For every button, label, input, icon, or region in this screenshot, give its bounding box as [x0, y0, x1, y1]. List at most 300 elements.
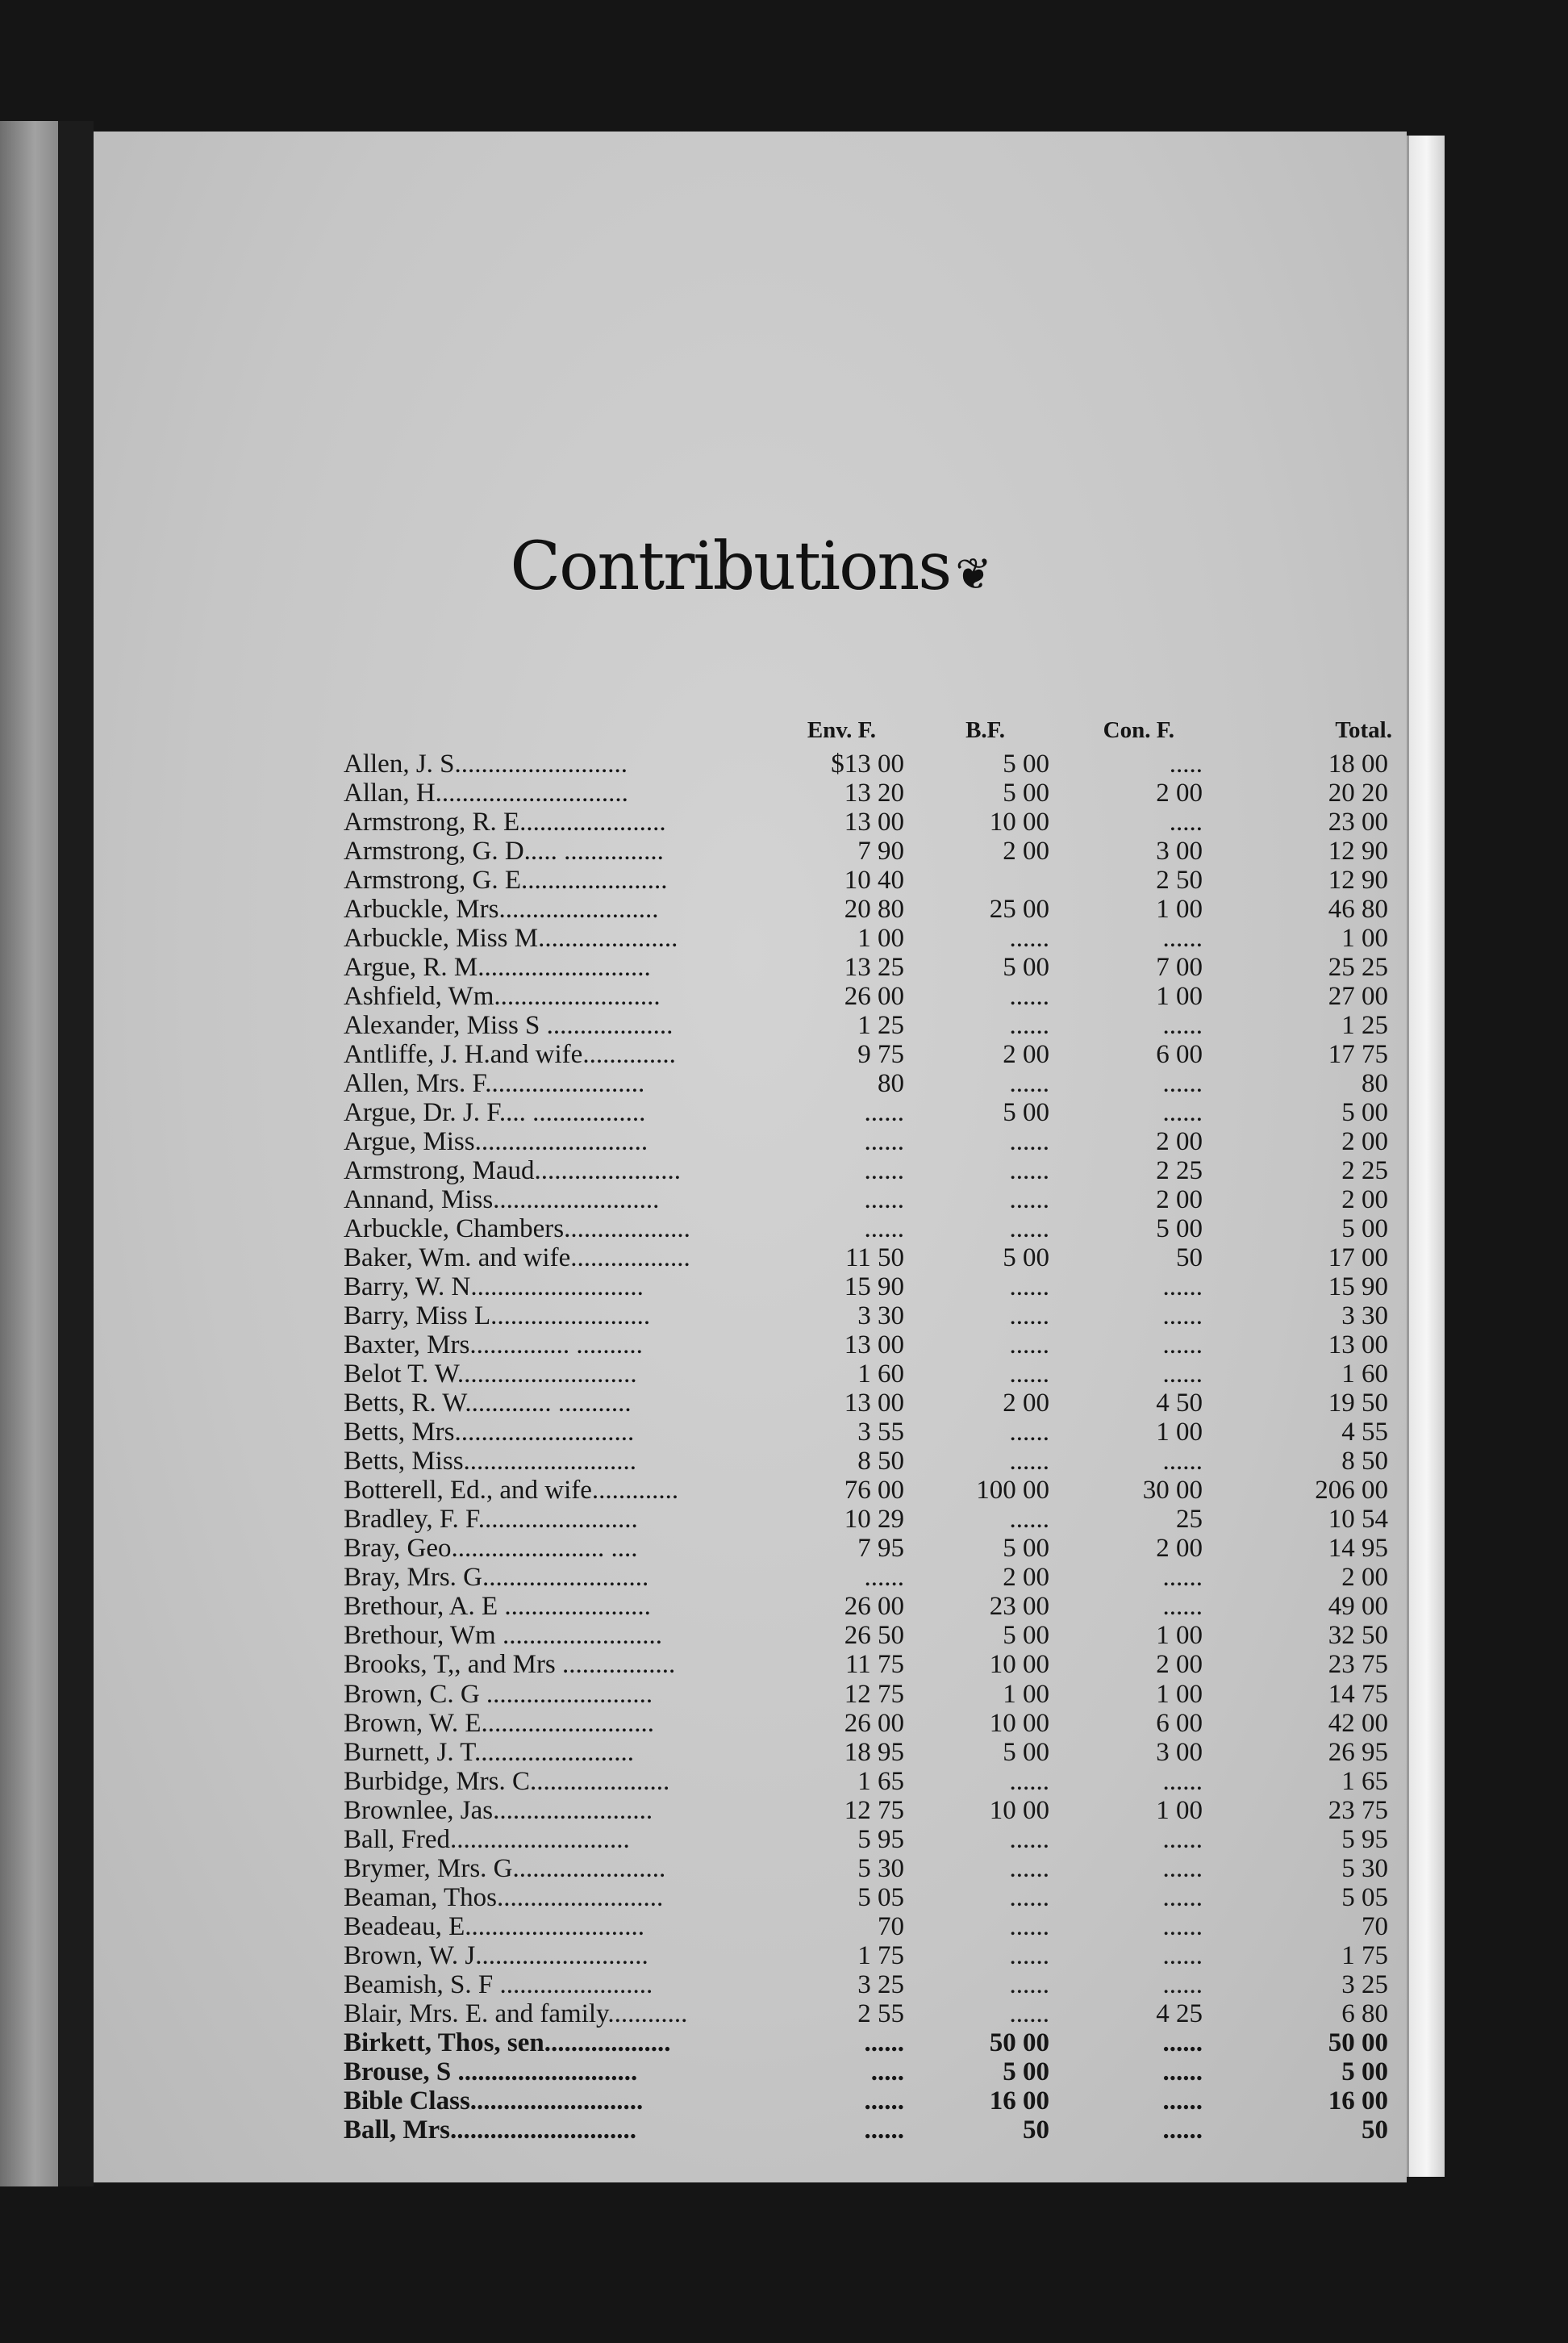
row-env-f: 13 00 — [844, 1389, 904, 1418]
row-total: 26 95 — [1328, 1737, 1388, 1767]
row-con-f: ...... — [1162, 2028, 1203, 2057]
table-row — [344, 1563, 1388, 1593]
table-row — [344, 2086, 1388, 2115]
row-name: Arbuckle, Miss M..................... — [344, 924, 678, 954]
row-name: Armstrong, Maud...................... — [344, 1156, 681, 1186]
row-bf: ...... — [1009, 1011, 1049, 1041]
row-name: Brooks, T,, and Mrs ................. — [344, 1650, 676, 1680]
row-bf: 25 00 — [989, 895, 1049, 925]
table-row — [344, 924, 1388, 954]
table-row — [344, 1272, 1388, 1302]
table-row — [344, 1708, 1388, 1738]
row-name: Allen, J. S.......................... — [344, 750, 628, 779]
row-con-f: ...... — [1162, 1272, 1203, 1302]
row-con-f: 2 00 — [1156, 1534, 1203, 1564]
row-bf: ...... — [1009, 1069, 1049, 1099]
row-name: Blair, Mrs. E. and family............ — [344, 1998, 688, 2028]
row-total: 18 00 — [1328, 750, 1388, 779]
row-name: Brown, W. J.......................... — [344, 1940, 648, 1970]
row-name: Betts, R. W............. ........... — [344, 1389, 632, 1418]
row-total: 3 30 — [1341, 1301, 1388, 1331]
row-total: 13 00 — [1328, 1330, 1388, 1360]
row-env-f: 10 29 — [844, 1505, 904, 1535]
table-row — [344, 1098, 1388, 1128]
row-total: 25 25 — [1328, 953, 1388, 983]
row-env-f: 13 25 — [844, 953, 904, 983]
row-env-f: 10 40 — [844, 866, 904, 896]
table-row — [344, 1069, 1388, 1099]
table-row — [344, 1330, 1388, 1360]
row-total: 8 50 — [1341, 1447, 1388, 1476]
table-row — [344, 1040, 1388, 1070]
table-row — [344, 1766, 1388, 1796]
row-env-f: 18 95 — [844, 1737, 904, 1767]
table-row — [344, 1679, 1388, 1709]
row-bf: ...... — [1009, 1969, 1049, 1999]
row-bf: ...... — [1009, 1272, 1049, 1302]
row-env-f: $13 00 — [831, 750, 904, 779]
table-row — [344, 1998, 1388, 2028]
row-env-f: 1 65 — [857, 1766, 904, 1796]
row-env-f: 13 20 — [844, 779, 904, 808]
row-bf: ...... — [1009, 1853, 1049, 1883]
row-con-f: 25 — [1176, 1505, 1203, 1535]
row-total: 42 00 — [1328, 1708, 1388, 1738]
row-bf: 10 00 — [989, 1650, 1049, 1680]
row-con-f: 6 00 — [1156, 1040, 1203, 1070]
page-title-text: Contributions — [510, 528, 951, 605]
row-total: 10 54 — [1328, 1505, 1388, 1535]
table-row — [344, 1534, 1388, 1564]
row-bf: ...... — [1009, 1505, 1049, 1535]
row-name: Bray, Geo....................... .... — [344, 1534, 638, 1564]
row-total: 5 00 — [1341, 1214, 1388, 1244]
page-stack-edge — [1407, 136, 1445, 2177]
row-bf: 5 00 — [1003, 1534, 1049, 1564]
row-env-f: ...... — [864, 1185, 904, 1215]
table-row — [344, 1418, 1388, 1447]
table-row — [344, 1243, 1388, 1273]
row-bf: 100 00 — [976, 1476, 1049, 1506]
row-bf: 5 00 — [1003, 2057, 1049, 2086]
row-total: 2 00 — [1341, 1185, 1388, 1215]
table-row — [344, 1969, 1388, 1999]
row-con-f: ...... — [1162, 1359, 1203, 1389]
row-total: 27 00 — [1328, 982, 1388, 1012]
row-name: Annand, Miss......................... — [344, 1185, 660, 1215]
row-total: 80 — [1362, 1069, 1388, 1099]
row-name: Brethour, A. E ...................... — [344, 1592, 651, 1622]
row-env-f: 12 75 — [844, 1795, 904, 1825]
table-row — [344, 2057, 1388, 2086]
row-bf: ...... — [1009, 924, 1049, 954]
table-row — [344, 1389, 1388, 1418]
row-bf: ...... — [1009, 1359, 1049, 1389]
table-row — [344, 1214, 1388, 1244]
row-con-f: ...... — [1162, 1766, 1203, 1796]
row-con-f: ...... — [1162, 1969, 1203, 1999]
row-bf: 5 00 — [1003, 1621, 1049, 1651]
row-con-f: ...... — [1162, 1563, 1203, 1593]
fleuron-icon: ❦ — [955, 549, 990, 599]
row-total: 19 50 — [1328, 1389, 1388, 1418]
row-name: Bradley, F. F........................ — [344, 1505, 638, 1535]
row-name: Betts, Miss.......................... — [344, 1447, 637, 1476]
row-env-f: 15 90 — [844, 1272, 904, 1302]
row-bf: ...... — [1009, 1911, 1049, 1941]
table-row — [344, 895, 1388, 925]
row-bf: ...... — [1009, 982, 1049, 1012]
row-con-f: 30 00 — [1142, 1476, 1203, 1506]
table-row — [344, 837, 1388, 867]
table-row — [344, 1911, 1388, 1941]
row-env-f: 1 25 — [857, 1011, 904, 1041]
row-bf: ...... — [1009, 1330, 1049, 1360]
row-name: Argue, Dr. J. F.... ................. — [344, 1098, 646, 1128]
row-name: Birkett, Thos, sen................... — [344, 2028, 671, 2057]
row-con-f: ...... — [1162, 2115, 1203, 2145]
row-env-f: 13 00 — [844, 808, 904, 837]
row-con-f: ...... — [1162, 1098, 1203, 1128]
table-row — [344, 1127, 1388, 1157]
row-name: Brouse, S ........................... — [344, 2057, 638, 2086]
row-env-f: 5 30 — [857, 1853, 904, 1883]
row-bf: 2 00 — [1003, 1040, 1049, 1070]
row-bf: ...... — [1009, 1940, 1049, 1970]
row-total: 1 25 — [1341, 1011, 1388, 1041]
row-name: Beamish, S. F ....................... — [344, 1969, 653, 1999]
row-total: 50 00 — [1328, 2028, 1388, 2057]
row-name: Brown, C. G ......................... — [344, 1679, 653, 1709]
row-name: Betts, Mrs........................... — [344, 1418, 635, 1447]
table-row — [344, 1650, 1388, 1680]
row-con-f: 2 00 — [1156, 1127, 1203, 1157]
row-bf: ...... — [1009, 1301, 1049, 1331]
row-env-f: 26 00 — [844, 1592, 904, 1622]
row-con-f: 2 00 — [1156, 1185, 1203, 1215]
row-con-f: 6 00 — [1156, 1708, 1203, 1738]
row-total: 2 00 — [1341, 1563, 1388, 1593]
row-name: Allen, Mrs. F........................ — [344, 1069, 645, 1099]
row-con-f: 2 00 — [1156, 779, 1203, 808]
page-title — [94, 528, 1407, 605]
row-con-f: ..... — [1169, 808, 1203, 837]
row-bf: ...... — [1009, 1824, 1049, 1854]
row-con-f: 1 00 — [1156, 1679, 1203, 1709]
col-header-env-f: Env. F. — [807, 717, 876, 743]
row-bf: 10 00 — [989, 1795, 1049, 1825]
row-name: Antliffe, J. H.and wife.............. — [344, 1040, 676, 1070]
row-bf: ...... — [1009, 1766, 1049, 1796]
row-con-f: ...... — [1162, 1011, 1203, 1041]
row-total: 20 20 — [1328, 779, 1388, 808]
row-total: 32 50 — [1328, 1621, 1388, 1651]
row-env-f: ...... — [864, 1156, 904, 1186]
row-con-f: ...... — [1162, 1330, 1203, 1360]
row-con-f: 1 00 — [1156, 1621, 1203, 1651]
table-row — [344, 1505, 1388, 1535]
row-name: Brownlee, Jas........................ — [344, 1795, 653, 1825]
row-name: Armstrong, R. E...................... — [344, 808, 666, 837]
row-env-f: 26 50 — [844, 1621, 904, 1651]
row-name: Argue, Miss.......................... — [344, 1127, 648, 1157]
row-con-f: 7 00 — [1156, 953, 1203, 983]
table-row — [344, 1359, 1388, 1389]
document-page — [94, 132, 1407, 2182]
row-total: 1 00 — [1341, 924, 1388, 954]
table-row — [344, 750, 1388, 779]
row-total: 23 00 — [1328, 808, 1388, 837]
row-con-f: ..... — [1169, 750, 1203, 779]
row-con-f: 3 00 — [1156, 1737, 1203, 1767]
row-name: Brown, W. E.......................... — [344, 1708, 655, 1738]
row-bf: 5 00 — [1003, 779, 1049, 808]
row-env-f: 26 00 — [844, 982, 904, 1012]
row-total: 1 65 — [1341, 1766, 1388, 1796]
row-total: 5 30 — [1341, 1853, 1388, 1883]
row-bf: 2 00 — [1003, 837, 1049, 867]
row-con-f: 1 00 — [1156, 1795, 1203, 1825]
row-env-f: 1 00 — [857, 924, 904, 954]
row-name: Argue, R. M.......................... — [344, 953, 651, 983]
row-name: Barry, Miss L........................ — [344, 1301, 651, 1331]
row-name: Arbuckle, Mrs........................ — [344, 895, 659, 925]
table-row — [344, 866, 1388, 896]
row-total: 17 75 — [1328, 1040, 1388, 1070]
row-bf: 10 00 — [989, 1708, 1049, 1738]
table-row — [344, 779, 1388, 808]
row-con-f: 3 00 — [1156, 837, 1203, 867]
row-total: 16 00 — [1328, 2086, 1388, 2115]
row-con-f: ...... — [1162, 1301, 1203, 1331]
row-total: 17 00 — [1328, 1243, 1388, 1273]
row-con-f: ...... — [1162, 2057, 1203, 2086]
table-row — [344, 982, 1388, 1012]
row-total: 5 00 — [1341, 2057, 1388, 2086]
row-total: 14 75 — [1328, 1679, 1388, 1709]
row-name: Ball, Fred........................... — [344, 1824, 630, 1854]
row-bf: 5 00 — [1003, 1243, 1049, 1273]
row-bf: 1 00 — [1003, 1679, 1049, 1709]
row-total: 1 75 — [1341, 1940, 1388, 1970]
row-name: Botterell, Ed., and wife............. — [344, 1476, 679, 1506]
row-name: Brymer, Mrs. G....................... — [344, 1853, 666, 1883]
row-env-f: ...... — [864, 2086, 904, 2115]
row-name: Armstrong, G. E...................... — [344, 866, 668, 896]
row-total: 5 95 — [1341, 1824, 1388, 1854]
row-env-f: 7 90 — [857, 837, 904, 867]
row-con-f: 1 00 — [1156, 982, 1203, 1012]
row-env-f: 70 — [878, 1911, 904, 1941]
row-env-f: 1 60 — [857, 1359, 904, 1389]
row-con-f: 1 00 — [1156, 1418, 1203, 1447]
table-row — [344, 1795, 1388, 1825]
row-env-f: 1 75 — [857, 1940, 904, 1970]
row-bf: ...... — [1009, 1214, 1049, 1244]
row-total: 5 00 — [1341, 1098, 1388, 1128]
row-con-f: 2 25 — [1156, 1156, 1203, 1186]
contributions-table — [344, 714, 1392, 2145]
row-env-f: 20 80 — [844, 895, 904, 925]
table-row — [344, 1621, 1388, 1651]
row-total: 46 80 — [1328, 895, 1388, 925]
row-con-f: 4 50 — [1156, 1389, 1203, 1418]
row-total: 70 — [1362, 1911, 1388, 1941]
row-name: Bible Class.......................... — [344, 2086, 644, 2115]
row-env-f: 5 95 — [857, 1824, 904, 1854]
row-con-f: 2 00 — [1156, 1650, 1203, 1680]
row-bf: 50 00 — [989, 2028, 1049, 2057]
row-con-f: ...... — [1162, 2086, 1203, 2115]
table-row — [344, 1476, 1388, 1506]
row-total: 49 00 — [1328, 1592, 1388, 1622]
row-bf: 5 00 — [1003, 1098, 1049, 1128]
row-bf: 2 00 — [1003, 1563, 1049, 1593]
row-env-f: 5 05 — [857, 1882, 904, 1912]
row-env-f: ...... — [864, 1563, 904, 1593]
row-con-f: ...... — [1162, 1882, 1203, 1912]
row-env-f: 26 00 — [844, 1708, 904, 1738]
row-env-f: ...... — [864, 2028, 904, 2057]
row-name: Ashfield, Wm......................... — [344, 982, 661, 1012]
row-total: 50 — [1362, 2115, 1388, 2145]
row-bf: 5 00 — [1003, 1737, 1049, 1767]
row-env-f: 8 50 — [857, 1447, 904, 1476]
row-bf: 16 00 — [989, 2086, 1049, 2115]
row-name: Burbidge, Mrs. C..................... — [344, 1766, 670, 1796]
row-bf: ...... — [1009, 1418, 1049, 1447]
row-total: 23 75 — [1328, 1650, 1388, 1680]
row-name: Burnett, J. T........................ — [344, 1737, 634, 1767]
book-spine — [58, 121, 94, 2186]
row-total: 14 95 — [1328, 1534, 1388, 1564]
row-con-f: ...... — [1162, 1447, 1203, 1476]
row-env-f: 2 55 — [857, 1998, 904, 2028]
row-con-f: ...... — [1162, 1592, 1203, 1622]
table-row — [344, 1301, 1388, 1331]
row-con-f: 4 25 — [1156, 1998, 1203, 2028]
col-header-total: Total. — [1335, 717, 1392, 743]
row-con-f: ...... — [1162, 1853, 1203, 1883]
table-row — [344, 1737, 1388, 1767]
table-row — [344, 1011, 1388, 1041]
row-bf: ...... — [1009, 1156, 1049, 1186]
row-env-f: ...... — [864, 1214, 904, 1244]
row-env-f: 9 75 — [857, 1040, 904, 1070]
row-total: 12 90 — [1328, 866, 1388, 896]
table-row — [344, 1882, 1388, 1912]
row-bf: ...... — [1009, 1185, 1049, 1215]
row-total: 4 55 — [1341, 1418, 1388, 1447]
row-con-f: ...... — [1162, 1940, 1203, 1970]
row-con-f: 2 50 — [1156, 866, 1203, 896]
row-con-f: 1 00 — [1156, 895, 1203, 925]
row-con-f: ...... — [1162, 1824, 1203, 1854]
table-row — [344, 2115, 1388, 2145]
row-env-f: 80 — [878, 1069, 904, 1099]
row-bf: ...... — [1009, 1882, 1049, 1912]
row-bf: 23 00 — [989, 1592, 1049, 1622]
row-name: Baxter, Mrs............... .......... — [344, 1330, 643, 1360]
table-body — [344, 750, 1388, 2145]
row-name: Ball, Mrs............................ — [344, 2115, 636, 2145]
row-bf: ...... — [1009, 1998, 1049, 2028]
row-name: Bray, Mrs. G......................... — [344, 1563, 649, 1593]
row-name: Arbuckle, Chambers................... — [344, 1214, 690, 1244]
table-row — [344, 1185, 1388, 1215]
row-total: 2 25 — [1341, 1156, 1388, 1186]
row-total: 206 00 — [1315, 1476, 1388, 1506]
row-con-f: ...... — [1162, 924, 1203, 954]
row-env-f: 76 00 — [844, 1476, 904, 1506]
row-env-f: 3 30 — [857, 1301, 904, 1331]
row-total: 5 05 — [1341, 1882, 1388, 1912]
col-header-con-f: Con. F. — [1103, 717, 1174, 743]
row-env-f: 7 95 — [857, 1534, 904, 1564]
row-name: Allan, H............................. — [344, 779, 628, 808]
table-row — [344, 808, 1388, 837]
row-env-f: 12 75 — [844, 1679, 904, 1709]
table-row — [344, 1853, 1388, 1883]
row-total: 3 25 — [1341, 1969, 1388, 1999]
row-bf: ...... — [1009, 1447, 1049, 1476]
row-env-f: ...... — [864, 1127, 904, 1157]
row-env-f: 11 75 — [844, 1650, 904, 1680]
row-env-f: 3 25 — [857, 1969, 904, 1999]
row-total: 2 00 — [1341, 1127, 1388, 1157]
table-row — [344, 1156, 1388, 1186]
col-header-bf: B.F. — [965, 717, 1005, 743]
row-total: 12 90 — [1328, 837, 1388, 867]
row-con-f: ...... — [1162, 1911, 1203, 1941]
row-con-f: 50 — [1176, 1243, 1203, 1273]
table-row — [344, 1824, 1388, 1854]
row-env-f: ...... — [864, 2115, 904, 2145]
row-name: Belot T. W........................... — [344, 1359, 637, 1389]
row-env-f: ..... — [870, 2057, 904, 2086]
table-row — [344, 1447, 1388, 1476]
row-name: Armstrong, G. D..... ............... — [344, 837, 664, 867]
table-row — [344, 2028, 1388, 2057]
row-name: Alexander, Miss S ................... — [344, 1011, 673, 1041]
row-bf: ...... — [1009, 1127, 1049, 1157]
table-row — [344, 1940, 1388, 1970]
row-name: Barry, W. N.......................... — [344, 1272, 644, 1302]
row-con-f: ...... — [1162, 1069, 1203, 1099]
row-env-f: 3 55 — [857, 1418, 904, 1447]
row-total: 15 90 — [1328, 1272, 1388, 1302]
row-name: Baker, Wm. and wife.................. — [344, 1243, 690, 1273]
row-env-f: ...... — [864, 1098, 904, 1128]
row-con-f: 5 00 — [1156, 1214, 1203, 1244]
table-row — [344, 953, 1388, 983]
table-row — [344, 1592, 1388, 1622]
row-total: 1 60 — [1341, 1359, 1388, 1389]
row-env-f: 13 00 — [844, 1330, 904, 1360]
row-bf: 2 00 — [1003, 1389, 1049, 1418]
row-name: Beaman, Thos......................... — [344, 1882, 664, 1912]
row-bf: 5 00 — [1003, 953, 1049, 983]
table-header — [344, 714, 1392, 750]
row-name: Brethour, Wm ........................ — [344, 1621, 662, 1651]
row-bf: 5 00 — [1003, 750, 1049, 779]
row-name: Beadeau, E........................... — [344, 1911, 645, 1941]
row-bf: 50 — [1023, 2115, 1049, 2145]
adjacent-page-edge — [0, 121, 58, 2186]
row-env-f: 11 50 — [844, 1243, 904, 1273]
row-total: 6 80 — [1341, 1998, 1388, 2028]
row-bf: 10 00 — [989, 808, 1049, 837]
